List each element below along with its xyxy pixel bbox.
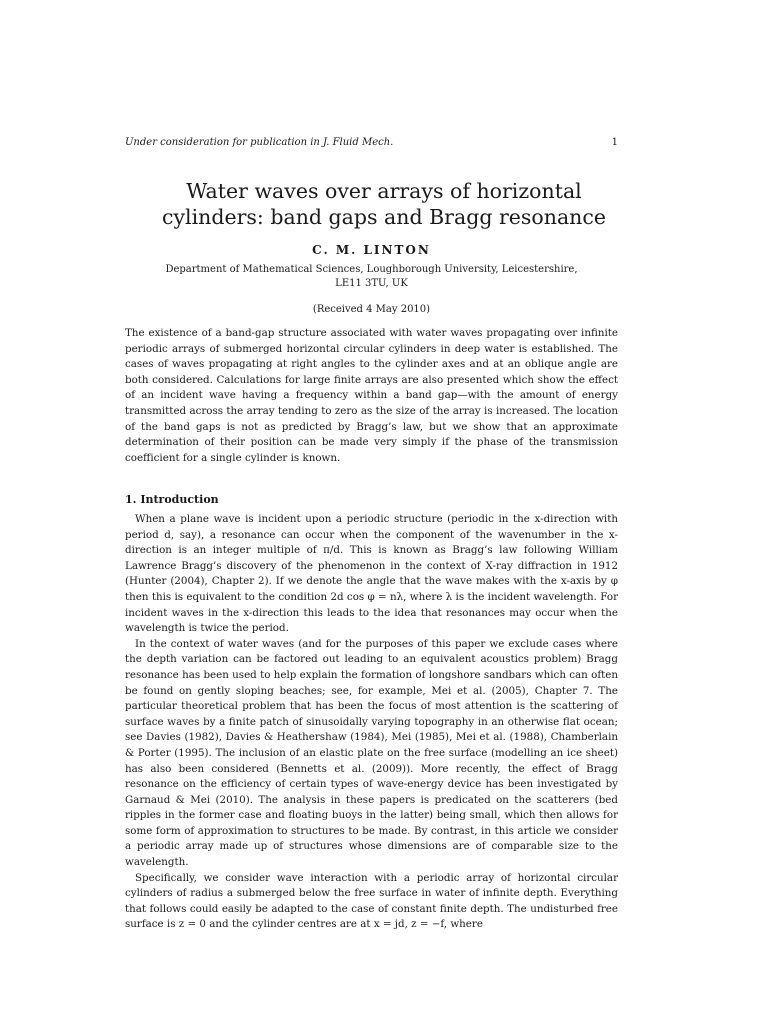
affiliation-line-1: Department of Mathematical Sciences, Loughborough University, Leicestershire, — [165, 264, 578, 275]
received-date: (Received 4 May 2010) — [312, 304, 431, 315]
journal-line: Under consideration for publication in J. Fluid Mech. — [125, 137, 394, 148]
affiliation-line-2: LE11 3TU, UK — [335, 278, 408, 289]
page-number: 1 — [611, 137, 618, 148]
title-line-2: cylinders: band gaps and Bragg resonance — [161, 205, 606, 229]
affiliation — [125, 263, 618, 291]
paragraph-3: Specifically, we consider wave interaction with a periodic array of horizontal circular cylinders of radius a submerged below the free surface in water of infinite depth. Everything that follows could easily be adapted to the case of constant finite depth. The undisturbed free surface is z = 0 and the cylinder centres are at x = jd, z = −f, where — [125, 871, 618, 931]
running-head — [125, 136, 618, 150]
paper-title — [110, 178, 658, 230]
title-line-1: Water waves over arrays of horizontal — [186, 179, 582, 203]
paragraph-2: In the context of water waves (and for the purposes of this paper we exclude cases where the depth variation can be factored out leading to an equivalent acoustics problem) Bragg resonance has been used to help explain the formation of longshore sandbars which can often be found on gently sloping beaches; see, for example, Mei et al. (2005), Chapter 7. The particular theoretical problem that has been the focus of most attention is the scattering of surface waves by a finite patch of sinusoidally varying topography in an otherwise flat ocean; see Davies (1982), Davies & Heathershaw (1984), Mei (1985), Mei et al. (1988), Chamberlain & Porter (1995). The inclusion of an elastic plate on the free surface (modelling an ice sheet) has also been considered (Bennetts et al. (2009)). More recently, the effect of Bragg resonance on the efficiency of certain types of wave-energy device has been investigated by Garnaud & Mei (2010). The analysis in these papers is predicated on the scatterers (bed ripples in the former case and floating buoys in the latter) being small, which then allows for some form of approximation to structures to be made. By contrast, in this article we consider a periodic array made up of structures whose dimensions are of comparable size to the wavelength. — [125, 637, 618, 869]
paragraph-1: When a plane wave is incident upon a periodic structure (periodic in the x-direction with period d, say), a resonance can occur when the component of the wavenumber in the x-direction is an integer multiple of π/d. This is known as Bragg’s law following William Lawrence Bragg’s discovery of the phenomenon in the context of X-ray diffraction in 1912 (Hunter (2004), Chapter 2). If we denote the angle that the wave makes with the x-axis by φ then this is equivalent to the condition 2d cos φ = nλ, where λ is the incident wavelength. For incident waves in the x-direction this leads to the idea that resonances may occur when the wavelength is twice the period. — [125, 513, 618, 635]
body-text — [125, 512, 618, 933]
author-name: C. M. LINTON — [312, 243, 431, 257]
abstract: The existence of a band-gap structure associated with water waves propagating over infinite periodic arrays of submerged horizontal circular cylinders in deep water is established. The cases of waves propagating at right angles to the cylinder axes and at an oblique angle are both considered. Calculations for large finite arrays are also presented which show the effect of an incident wave having a frequency within a band gap—with the amount of energy transmitted across the array tending to zero as the size of the array is increased. The location of the band gaps is not as predicted by Bragg’s law, but we show that an approximate determination of their position can be made very simply if the phase of the transmission coefficient for a single cylinder is known. — [125, 327, 618, 464]
section-heading: 1. Introduction — [125, 493, 219, 506]
